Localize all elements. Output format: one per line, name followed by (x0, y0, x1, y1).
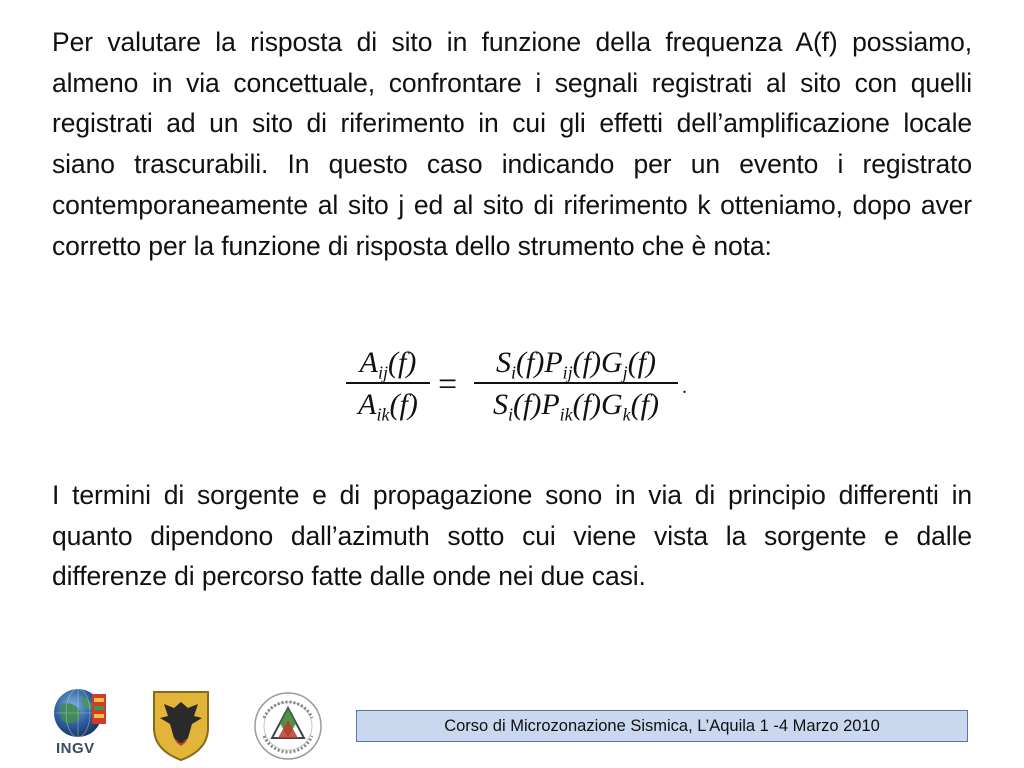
equals-sign: = (438, 366, 458, 403)
ingv-logo (50, 686, 112, 760)
footer-banner (356, 710, 968, 742)
footer-text: Corso di Microzonazione Sismica, L’Aquila 1 -4 Marzo 2010 (444, 716, 880, 735)
ingv-wordmark: INGV (56, 740, 95, 757)
protezione-civile-icon (252, 690, 324, 762)
eagle-shield-icon (150, 688, 212, 762)
shield-logo (150, 688, 212, 762)
fraction-bar (346, 382, 430, 384)
fraction-bar (474, 382, 678, 384)
formula-right-denominator: $S_i(f)P_{ik}(f)G_k(f)$ (493, 388, 659, 425)
conclusion-paragraph: I termini di sorgente e di propagazione sono in via di principio differenti in quanto dipendono dall’azimuth sotto cui viene vista la sorgente e dalle differenze di percorso fatte dalle onde nei due casi. (52, 480, 972, 592)
protezione-civile-logo (252, 690, 324, 762)
formula-right-numerator: $S_i(f)P_{ij}(f)G_j(f)$ (495, 346, 657, 383)
formula-right-fraction (474, 346, 678, 425)
formula-period: . (682, 376, 687, 398)
intro-paragraph: Per valutare la risposta di sito in funzione della frequenza A(f) possiamo, almeno in via concettuale, confrontare i segnali registrati al sito con quelli registrati ad un sito di riferimento in cui gli effetti dell’amplificazione locale siano trascurabili. In questo caso indicando per un evento i registrato contemporaneamente al sito j ed al sito di riferimento k otteniamo, dopo aver corretto per la funzione di risposta dello strumento che è nota: (52, 27, 972, 261)
formula-left-numerator: $A_{ij}(f)$ (359, 346, 417, 383)
formula-left-denominator: $A_{ik}(f)$ (358, 388, 418, 425)
formula-left-fraction (346, 346, 430, 425)
